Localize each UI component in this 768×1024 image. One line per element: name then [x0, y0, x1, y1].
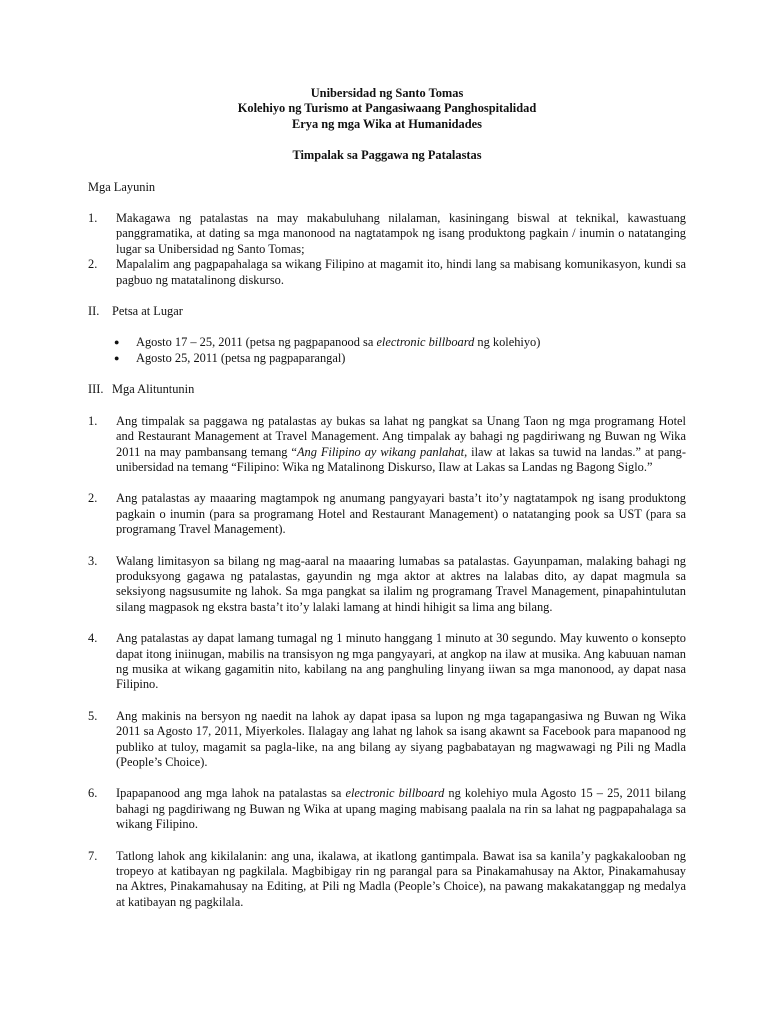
college-name: Kolehiyo ng Turismo at Pangasiwaang Panghospitalidad [237, 101, 537, 116]
item-number: 5. [88, 708, 98, 723]
alituntunin-list [88, 414, 686, 911]
petsa-heading [88, 304, 686, 319]
item-text: Ang patalastas ay dapat lamang tumagal ng 1 minuto hanggang 1 minuto at 30 segundo. May kuwento o konsepto dapat itong iniinugan, mabilis na transisyon ng mga pangyayari, at angkop na ilaw at musika. Ang kabuuan naman ng musika at wikang gagamitin nito, kabilang na ang panghuling linyang iiwan sa mga manonood, ay dapat nasa Filipino. [116, 631, 686, 692]
list-item [88, 554, 686, 616]
section-title: Petsa at Lugar [112, 304, 183, 319]
item-text: Mapalalim ang pagpapahalaga sa wikang Filipino at magamit ito, hindi lang sa mabisang komunikasyon, kundi sa pagbuo ng matatalinong diskurso. [116, 257, 686, 287]
section-title: Mga Alituntunin [112, 382, 195, 397]
layunin-heading: Mga Layunin [88, 179, 156, 194]
list-item [88, 709, 686, 771]
document-title: Timpalak sa Paggawa ng Patalastas [292, 148, 482, 163]
item-number: 4. [88, 631, 98, 646]
section-number: III. [88, 382, 104, 397]
item-number: 1. [88, 413, 98, 428]
list-item: 6. Ipapapanood ang mga lahok na patalastas sa electronic billboard ng kolehiyo mula Agosto 15 – 25, 2011 bilang bahagi ng pagdiriwang ng Buwan ng Wika at upang maging mabisang paalala na rin sa lahat ng pagpapahalaga sa wikang Filipino. [88, 786, 687, 832]
list-item [88, 257, 686, 288]
area-name: Erya ng mga Wika at Humanidades [292, 116, 482, 131]
bullet-icon: ● [114, 337, 120, 348]
item-number: 2. [88, 491, 98, 506]
university-name: Unibersidad ng Santo Tomas [310, 86, 464, 100]
emphasis-text: electronic billboard [376, 335, 475, 350]
list-item [88, 849, 686, 911]
item-number: 3. [88, 553, 98, 568]
bullet-icon: ● [114, 352, 120, 363]
list-item [88, 211, 686, 257]
list-item: 1. Ang timpalak sa paggawa ng patalastas ay bukas sa lahat ng pangkat sa Unang Taon ng mga programang Hotel and Restaurant Management at Travel Management. Ang timpalak ay bahagi ng pagdiriwang ng Buwan ng Wika 2011 na may pambansang temang “Ang Filipino ay wikang panlahat, ilaw at lakas sa tuwid na landas.” at pang-unibersidad na temang “Filipino: Wika ng Matalinong Diskurso, Ilaw at Lakas sa Landas ng Bagong Siglo.” [88, 413, 686, 474]
petsa-list [88, 335, 686, 366]
emphasis-text: Ang Filipino ay wikang panlahat [296, 444, 465, 459]
item-text: Ang patalastas ay maaaring magtampok ng anumang pangyayari basta’t ito’y nagtatampok ng isang produktong pagkain o inumin (para sa programang Hotel and Restaurant Management) o natatanging pook sa UST (para sa programang Travel Management). [116, 491, 686, 537]
item-text: Ang makinis na bersyon ng naedit na lahok ay dapat ipasa sa lupon ng mga tagapangasiwa ng Buwan ng Wika 2011 sa Agosto 17, 2011, Miyerkoles. Ilalagay ang lahat ng lahok sa isang akawnt sa Facebook para mapanood ng publiko at tuloy, magamit sa pagla-like, na ang bilang ay siyang pagbabatayan ng magwawagi ng Pili ng Madla (People’s Choice). [116, 708, 686, 769]
item-text: Walang limitasyon sa bilang ng mag-aaral na maaaring lumabas sa patalastas. Gayunpaman, malaking bahagi ng produksyong gagawa ng patalastas, gayundin ng mga aktor at aktres na lalabas dito, ay dapat magmula sa seksiyong nagsusumite ng lahok. Sa mga pangkat sa ilalim ng programang Travel Management, pinapahintulutan silang magpasok ng ekstra basta’t ito’y lalaki lamang at hindi hihigit sa lima ang bilang. [116, 553, 686, 614]
layunin-list [88, 211, 686, 288]
document-header [88, 86, 686, 132]
item-text: Makagawa ng patalastas na may makabuluhang nilalaman, kasiningang biswal at teknikal, kawastuang panggramatika, at dating sa mga manonood na nagtatampok ng isang produktong pagkain / inumin o natatanging lugar sa Unibersidad ng Santo Tomas; [116, 211, 686, 256]
list-item: ● Agosto 17 – 25, 2011 (petsa ng pagpapanood sa electronic billboard ng kolehiyo) [114, 335, 541, 350]
list-item [88, 631, 686, 693]
item-text: Tatlong lahok ang kikilalanin: ang una, ikalawa, at ikatlong gantimpala. Bawat isa sa kanila’y pagkakalooban ng tropeyo at katibayan ng pagkilala. Magbibigay rin ng parangal para sa Pinakamahusay na Aktor, Pinakamahusay na Aktres, Pinakamahusay na Editing, at Pili ng Madla (People’s Choice), na pawang makakatanggap ng medalya at katibayan ng pagkilala. [116, 848, 686, 909]
section-number: II. [88, 304, 100, 319]
item-number: 6. [88, 786, 98, 801]
list-item: ● Agosto 25, 2011 (petsa ng pagpaparangal) [114, 350, 346, 365]
emphasis-text: electronic billboard [345, 786, 445, 801]
alituntunin-heading [88, 382, 686, 397]
list-item [88, 491, 686, 537]
item-number: 1. [88, 211, 98, 226]
item-number: 2. [88, 257, 98, 272]
item-number: 7. [88, 848, 98, 863]
